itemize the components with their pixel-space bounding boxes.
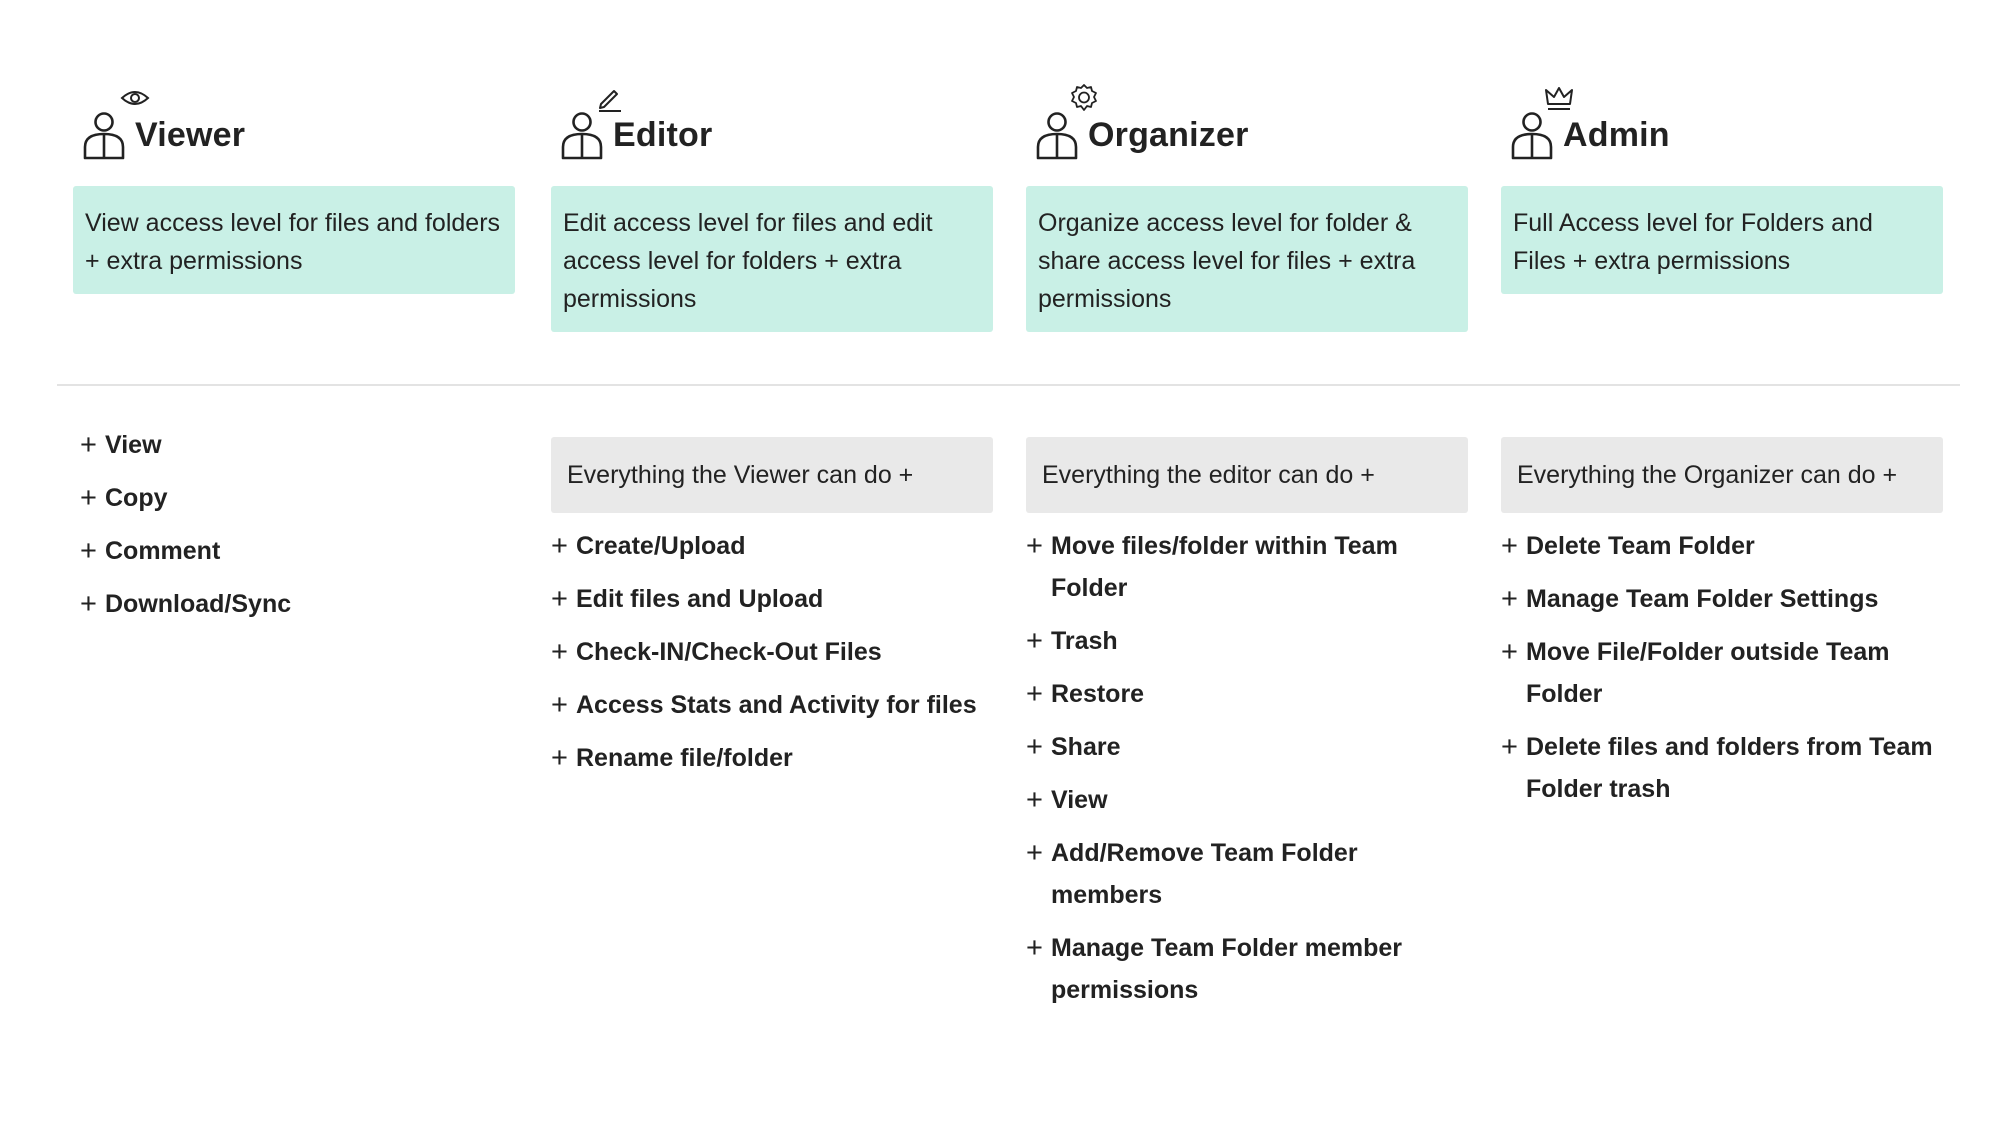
plus-icon: + bbox=[1026, 678, 1043, 710]
role-header-admin bbox=[1509, 80, 1939, 162]
permission-item: + Copy bbox=[80, 477, 522, 519]
role-description: Organize access level for folder & share access level for files + extra permissions bbox=[1026, 186, 1468, 332]
role-title: Admin bbox=[1563, 116, 1670, 154]
plus-icon: + bbox=[1501, 530, 1518, 562]
permission-item: + Download/Sync bbox=[80, 583, 522, 625]
role-header-viewer bbox=[81, 80, 511, 162]
permission-item: + Share bbox=[1026, 726, 1468, 768]
permission-list bbox=[1026, 525, 1468, 1022]
gear-icon bbox=[1068, 82, 1100, 114]
plus-icon: + bbox=[80, 588, 97, 620]
plus-icon: + bbox=[551, 742, 568, 774]
permission-item: + Check-IN/Check-Out Files bbox=[551, 631, 993, 673]
plus-icon: + bbox=[1026, 625, 1043, 657]
plus-icon: + bbox=[1501, 731, 1518, 763]
permission-item: + View bbox=[1026, 779, 1468, 821]
section-divider bbox=[57, 384, 1960, 386]
permission-item: + Comment bbox=[80, 530, 522, 572]
permission-item: + Move files/folder within Team Folder bbox=[1026, 525, 1468, 609]
role-header-editor bbox=[559, 80, 989, 162]
plus-icon: + bbox=[1501, 583, 1518, 615]
plus-icon: + bbox=[551, 636, 568, 668]
permission-item: + Manage Team Folder member permissions bbox=[1026, 927, 1468, 1011]
inherits-label: Everything the Organizer can do + bbox=[1501, 437, 1943, 513]
plus-icon: + bbox=[551, 689, 568, 721]
permission-item: + Trash bbox=[1026, 620, 1468, 662]
permission-item: + View bbox=[80, 424, 522, 466]
permission-list bbox=[551, 525, 993, 790]
permission-item: + Rename file/folder bbox=[551, 737, 993, 779]
plus-icon: + bbox=[80, 429, 97, 461]
permission-item: + Edit files and Upload bbox=[551, 578, 993, 620]
inherits-label: Everything the Viewer can do + bbox=[551, 437, 993, 513]
pencil-icon bbox=[595, 84, 623, 112]
permission-item: + Move File/Folder outside Team Folder bbox=[1501, 631, 1943, 715]
permission-list bbox=[80, 424, 522, 636]
plus-icon: + bbox=[1026, 932, 1043, 964]
role-title: Editor bbox=[613, 116, 713, 154]
plus-icon: + bbox=[551, 583, 568, 615]
permission-list bbox=[1501, 525, 1943, 821]
plus-icon: + bbox=[80, 535, 97, 567]
role-description: View access level for files and folders + extra permissions bbox=[73, 186, 515, 294]
crown-icon bbox=[1543, 84, 1575, 112]
role-header-organizer bbox=[1034, 80, 1464, 162]
role-description: Edit access level for files and edit access level for folders + extra permissions bbox=[551, 186, 993, 332]
permission-item: + Manage Team Folder Settings bbox=[1501, 578, 1943, 620]
permission-item: + Delete files and folders from Team Folder trash bbox=[1501, 726, 1943, 810]
plus-icon: + bbox=[1026, 530, 1043, 562]
plus-icon: + bbox=[1026, 784, 1043, 816]
eye-icon bbox=[119, 86, 151, 110]
inherits-label: Everything the editor can do + bbox=[1026, 437, 1468, 513]
permission-item: + Create/Upload bbox=[551, 525, 993, 567]
role-title: Organizer bbox=[1088, 116, 1249, 154]
plus-icon: + bbox=[1501, 636, 1518, 668]
role-title: Viewer bbox=[135, 116, 246, 154]
permission-item: + Restore bbox=[1026, 673, 1468, 715]
plus-icon: + bbox=[80, 482, 97, 514]
role-description: Full Access level for Folders and Files + extra permissions bbox=[1501, 186, 1943, 294]
plus-icon: + bbox=[551, 530, 568, 562]
plus-icon: + bbox=[1026, 731, 1043, 763]
permission-item: + Access Stats and Activity for files bbox=[551, 684, 993, 726]
permission-item: + Add/Remove Team Folder members bbox=[1026, 832, 1468, 916]
plus-icon: + bbox=[1026, 837, 1043, 869]
permission-item: + Delete Team Folder bbox=[1501, 525, 1943, 567]
